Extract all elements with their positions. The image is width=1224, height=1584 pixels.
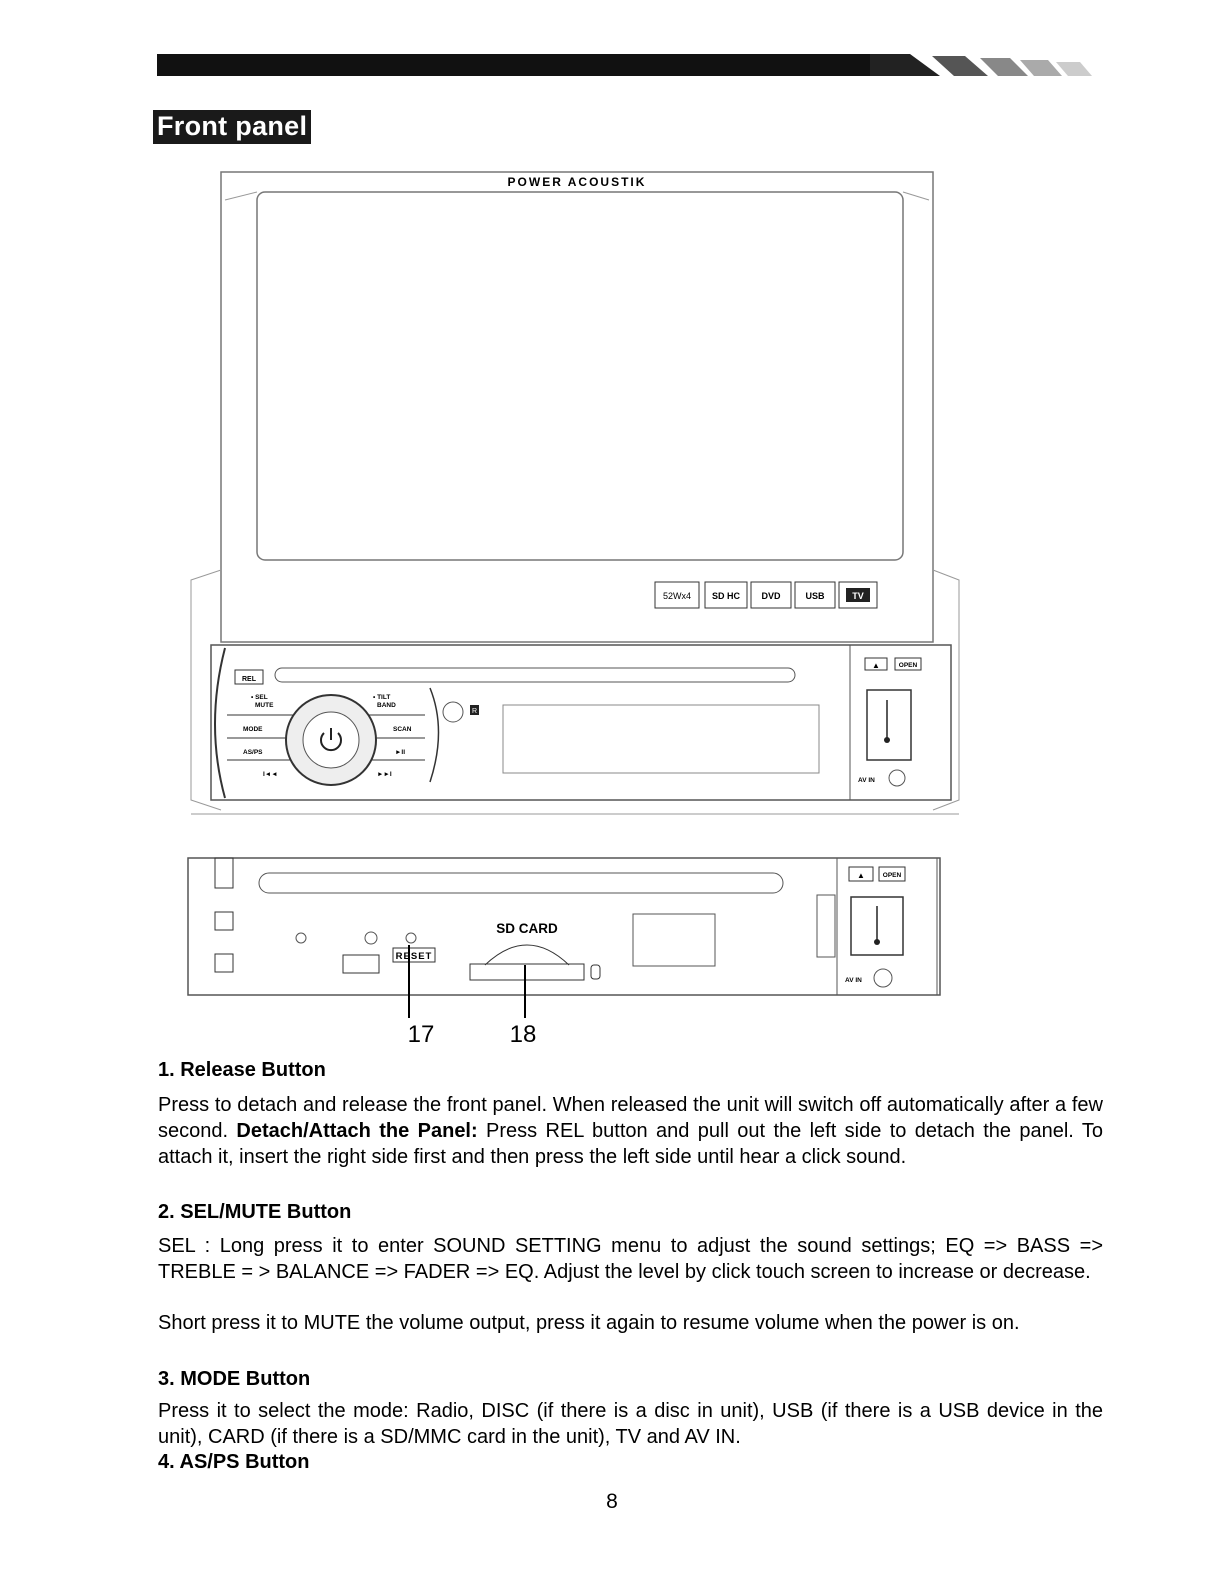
logo-sdhc: SD HC [711, 591, 741, 601]
logo-dvd: DVD [761, 591, 781, 601]
logo-52wx4: 52Wx4 [662, 591, 692, 601]
sd-card-label: SD CARD [496, 921, 558, 936]
svg-text:▲: ▲ [872, 661, 880, 670]
svg-text:MODE: MODE [243, 726, 263, 733]
reset-label: RESET [395, 951, 433, 962]
rel-button-label: REL [242, 676, 256, 683]
svg-text:AV IN: AV IN [845, 977, 862, 984]
svg-text:BAND: BAND [377, 702, 396, 709]
svg-text:OPEN: OPEN [898, 662, 918, 669]
callout-17: 17 [407, 1021, 435, 1048]
section-heading: 3. MODE Button [158, 1368, 311, 1390]
section-heading: 2. SEL/MUTE Button [158, 1201, 352, 1223]
logo-tv: TV [852, 591, 864, 601]
section-paragraph: Short press it to MUTE the volume output, press it again to resume volume when the power is on. [158, 1312, 1020, 1334]
svg-text:OPEN: OPEN [882, 872, 902, 879]
section-paragraph: Press it to select the mode: Radio, DISC (if there is a disc in unit), USB (if there is a USB device in the unit), CARD (if there is a SD/MMC card in the unit), TV and AV IN. [158, 1400, 1103, 1448]
front-panel-diagram [185, 170, 965, 1050]
feature-logos [655, 582, 877, 608]
svg-text:I◄◄: I◄◄ [263, 771, 278, 778]
brand-logo: POWER ACOUSTIK [507, 175, 647, 189]
section-heading: 1. Release Button [158, 1059, 326, 1081]
page-number: 8 [606, 1490, 618, 1513]
svg-text:SCAN: SCAN [393, 726, 412, 733]
page-title: Front panel [153, 110, 311, 144]
section-paragraph: SEL : Long press it to enter SOUND SETTING menu to adjust the sound settings; EQ => BASS => TREBLE = > BALANCE => FADER => EQ. Adjust the level by click touch screen to increase or decrease. [158, 1235, 1103, 1283]
svg-text:AS/PS: AS/PS [243, 749, 263, 756]
callout-18: 18 [509, 1021, 537, 1048]
svg-text:MUTE: MUTE [255, 702, 274, 709]
header-hatch-decoration [870, 50, 1100, 80]
svg-text:►II: ►II [395, 749, 406, 756]
logo-usb: USB [805, 591, 825, 601]
svg-text:R: R [471, 708, 478, 715]
svg-text:▲: ▲ [857, 871, 865, 880]
svg-text:• TILT: • TILT [373, 694, 391, 701]
header-bar [157, 54, 877, 76]
svg-text:AV IN: AV IN [858, 777, 875, 784]
svg-text:►►I: ►►I [377, 771, 392, 778]
section-paragraph: Press to detach and release the front panel. When released the unit will switch off automatically after a few second. Detach/Attach the Panel: Press REL button and pull out the left side to detach the panel. To attach it, insert the right side first and then press the left side until hear a click sound. [158, 1094, 1103, 1168]
section-heading: 4. AS/PS Button [158, 1451, 310, 1473]
svg-text:• SEL: • SEL [251, 694, 268, 701]
